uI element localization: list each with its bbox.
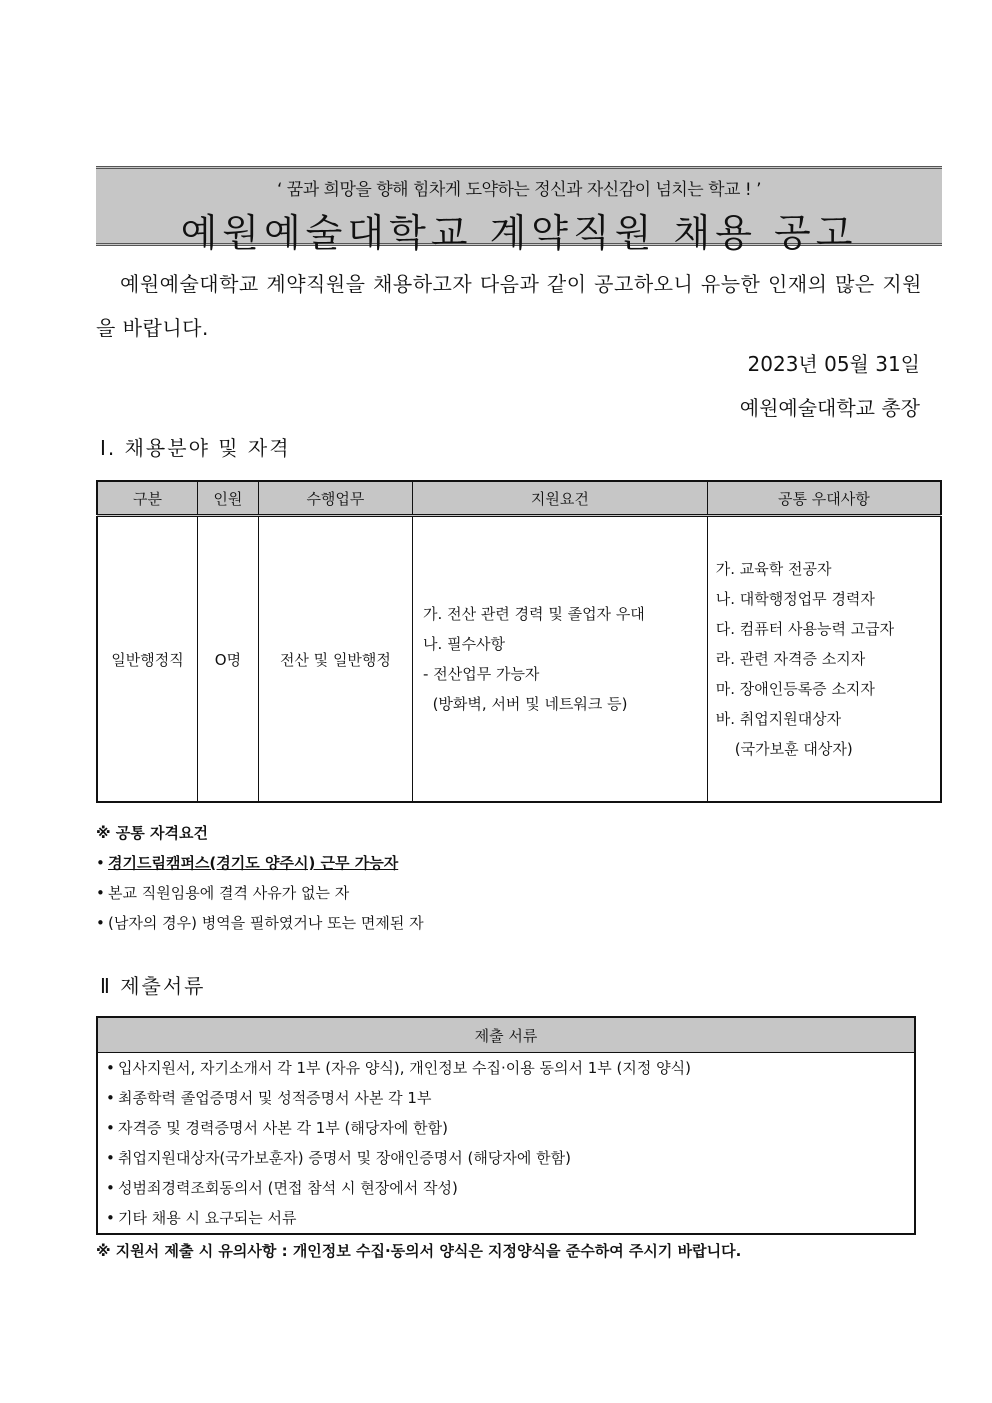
requirement-item: 가. 전산 관련 경력 및 졸업자 우대 <box>423 605 645 623</box>
bullet: • <box>106 1059 115 1077</box>
document-text: 취업지원대상자(국가보훈자) 증명서 및 장애인증명서 (해당자에 한함) <box>118 1149 571 1167</box>
documents-cell <box>97 1053 915 1235</box>
intro-text: 예원예술대학교 계약직원을 채용하고자 다음과 같이 공고하오니 유능한 인재의 많은 지원을 바랍니다. <box>96 272 922 340</box>
table-row <box>97 516 941 803</box>
document-text: 자격증 및 경력증명서 사본 각 1부 (해당자에 한함) <box>118 1119 448 1137</box>
list-item <box>106 1083 914 1113</box>
cell-count: O명 <box>198 516 259 803</box>
table-header-row <box>97 481 941 516</box>
intro-paragraph <box>96 262 922 350</box>
requirement-item: 나. 필수사항 <box>423 635 506 653</box>
table-row <box>97 1053 915 1235</box>
slogan: ‘ 꿈과 희망을 향해 힘차게 도약하는 정신과 자신감이 넘치는 학교 ! ’ <box>276 180 762 200</box>
bullet: • <box>96 914 105 932</box>
requirement-text: (남자의 경우) 병역을 필하였거나 또는 면제된 자 <box>108 914 424 932</box>
bullet: • <box>106 1179 115 1197</box>
list-item <box>96 878 916 908</box>
list-item <box>106 1143 914 1173</box>
preference-item: (국가보훈 대상자) <box>715 740 853 758</box>
list-item <box>106 1203 914 1233</box>
document-text: 입사지원서, 자기소개서 각 1부 (자유 양식), 개인정보 수집·이용 동의서 1부 (지정 양식) <box>118 1059 691 1077</box>
document-text: 최종학력 졸업증명서 및 성적증명서 사본 각 1부 <box>118 1089 432 1107</box>
requirement-text: 경기드림캠퍼스(경기도 양주시) 근무 가능자 <box>108 854 399 872</box>
requirement-item: - 전산업무 가능자 <box>423 665 540 683</box>
list-item <box>96 848 916 878</box>
announcement-date: 2023년 05월 31일 <box>747 352 920 376</box>
preference-item: 라. 관련 자격증 소지자 <box>715 650 866 668</box>
list-item <box>106 1113 914 1143</box>
preference-item: 가. 교육학 전공자 <box>715 560 832 578</box>
bullet: • <box>106 1119 115 1137</box>
cell-requirements <box>413 516 708 803</box>
cell-preferences <box>707 516 941 803</box>
requirement-item: (방화벽, 서버 및 네트워크 등) <box>423 695 628 713</box>
header-documents: 제출 서류 <box>97 1017 915 1053</box>
header-count: 인원 <box>198 481 259 516</box>
list-item <box>106 1173 914 1203</box>
bullet: • <box>106 1089 115 1107</box>
list-item <box>96 908 916 938</box>
preference-item: 다. 컴퓨터 사용능력 고급자 <box>715 620 895 638</box>
cell-category: 일반행정직 <box>97 516 198 803</box>
preference-item: 나. 대학행정업무 경력자 <box>715 590 875 608</box>
list-item <box>106 1053 914 1083</box>
signer: 예원예술대학교 총장 <box>739 396 920 420</box>
header-duty: 수행업무 <box>258 481 412 516</box>
recruitment-table <box>96 480 942 803</box>
title-banner <box>96 166 942 255</box>
document-text: 기타 채용 시 요구되는 서류 <box>118 1209 297 1227</box>
bullet: • <box>106 1209 115 1227</box>
preference-item: 마. 장애인등록증 소지자 <box>715 680 875 698</box>
header-requirements: 지원요건 <box>413 481 708 516</box>
preference-item: 바. 취업지원대상자 <box>715 710 842 728</box>
documents-table <box>96 1016 916 1235</box>
requirement-text: 본교 직원임용에 결격 사유가 없는 자 <box>108 884 350 902</box>
header-preferences: 공통 우대사항 <box>707 481 941 516</box>
bullet: • <box>96 884 105 902</box>
bullet: • <box>106 1149 115 1167</box>
common-requirements <box>96 818 916 938</box>
bullet: • <box>96 854 105 872</box>
header-category: 구분 <box>97 481 198 516</box>
common-requirements-header: ※ 공통 자격요건 <box>96 824 208 842</box>
cell-duty: 전산 및 일반행정 <box>258 516 412 803</box>
section1-heading: Ⅰ. 채용분야 및 자격 <box>100 436 291 460</box>
section2-heading: Ⅱ 제출서류 <box>100 974 206 998</box>
document-text: 성범죄경력조회동의서 (면접 참석 시 현장에서 작성) <box>118 1179 458 1197</box>
table-header-row <box>97 1017 915 1053</box>
submission-footnote: ※ 지원서 제출 시 유의사항 : 개인정보 수집·동의서 양식은 지정양식을 준수하여 주시기 바랍니다. <box>96 1242 742 1260</box>
page-title: 예원예술대학교 계약직원 채용 공고 <box>180 211 858 255</box>
